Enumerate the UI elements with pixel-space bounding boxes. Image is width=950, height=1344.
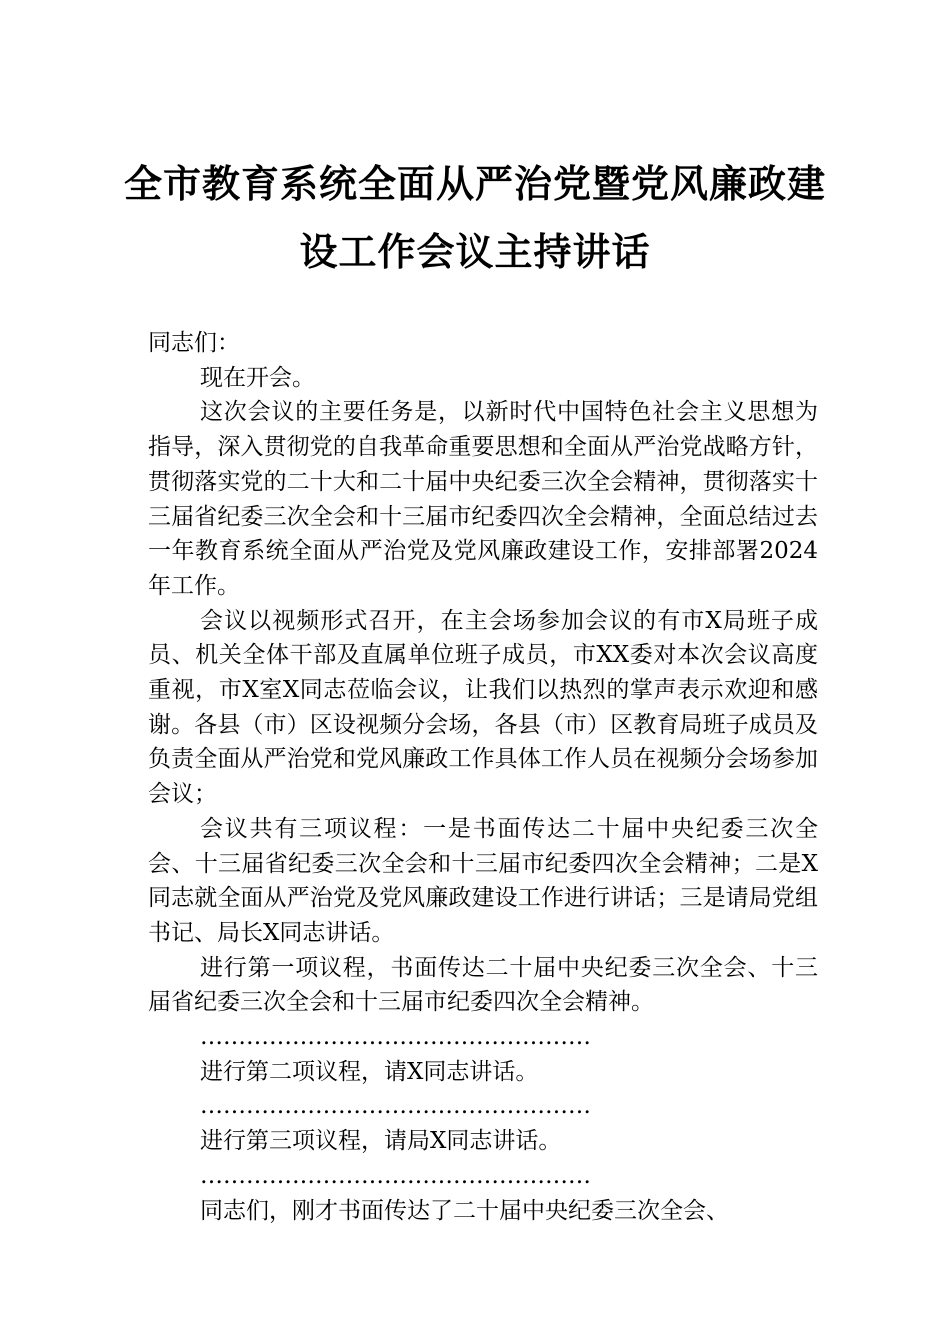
document-body: [148, 326, 818, 1228]
greeting: 同志们：: [148, 330, 240, 356]
ellipsis-separator: ……………………………………………: [200, 1162, 591, 1189]
document-title-line-2: 设工作会议主持讲话: [299, 229, 651, 274]
paragraph-agenda-item-3: 进行第三项议程，请局X同志讲话。: [200, 1128, 562, 1155]
ellipsis-separator: ……………………………………………: [200, 1024, 591, 1051]
paragraph-opening: 现在开会。: [200, 364, 315, 391]
document-title-line-1: 全市教育系统全面从严治党暨党风廉政建: [123, 161, 826, 206]
ellipsis-separator: ……………………………………………: [200, 1093, 591, 1120]
paragraph-agenda-item-2: 进行第二项议程，请X同志讲话。: [200, 1058, 539, 1085]
paragraph-attendance: 会议以视频形式召开，在主会场参加会议的有市X局班子成员、机关全体干部及直属单位班子成员，市XX委对本次会议高度重视，市X室X同志莅临会议，让我们以热烈的掌声表示欢迎和感谢。各县（市）区设视频分会场，各县（市）区教育局班子成员及负责全面从严治党和党风廉政工作具体工作人员在视频分会场参加会议；: [148, 607, 818, 808]
paragraph-agenda-item-1: 进行第一项议程，书面传达二十届中央纪委三次全会、十三届省纪委三次全会和十三届市纪委四次全会精神。: [148, 954, 818, 1016]
paragraph-meeting-tasks: 这次会议的主要任务是，以新时代中国特色社会主义思想为指导，深入贯彻党的自我革命重要思想和全面从严治党战略方针，贯彻落实党的二十大和二十届中央纪委三次全会精神，贯彻落实十三届省纪委三次全会和十三届市纪委四次全会精神，全面总结过去一年教育系统全面从严治党及党风廉政建设工作，安排部署2024年工作。: [148, 399, 818, 599]
paragraph-agenda: 会议共有三项议程：一是书面传达二十届中央纪委三次全会、十三届省纪委三次全会和十三届市纪委四次全会精神；二是X同志就全面从严治党及党风廉政建设工作进行讲话；三是请局党组书记、局长X同志讲话。: [148, 815, 818, 946]
paragraph-closing: 同志们，刚才书面传达了二十届中央纪委三次全会、: [200, 1197, 729, 1224]
